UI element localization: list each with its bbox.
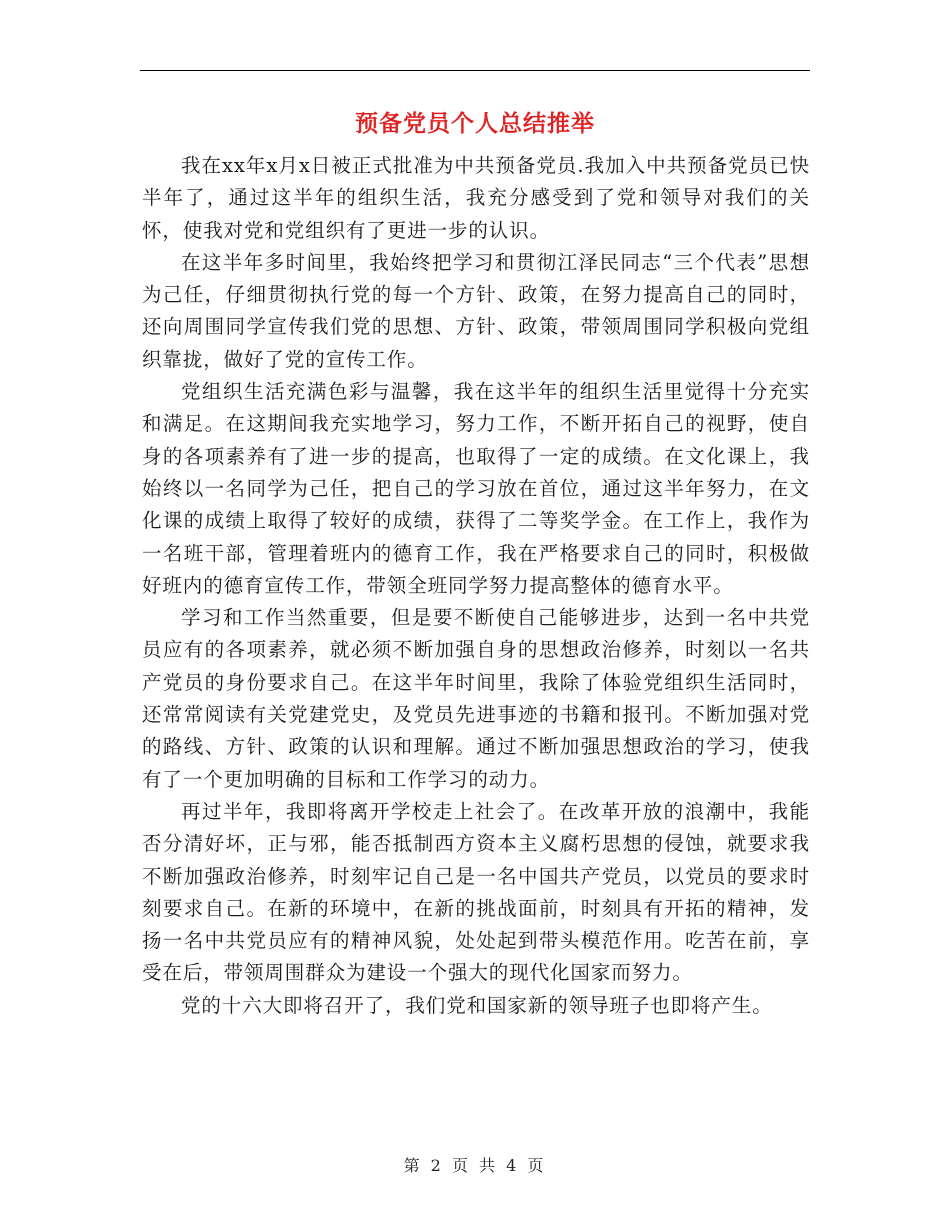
paragraph-1: 我在xx年x月x日被正式批准为中共预备党员.我加入中共预备党员已快半年了，通过这半年的组织生活，我充分感受到了党和领导对我们的关怀，使我对党和党组织有了更进一步的认识。 [142, 154, 810, 242]
paragraph-3: 党组织生活充满色彩与温馨，我在这半年的组织生活里觉得十分充实和满足。在这期间我充实地学习，努力工作，不断开拓自己的视野，使自身的各项素养有了进一步的提高，也取得了一定的成绩。在文化课上，我始终以一名同学为己任，把自己的学习放在首位，通过这半年努力，在文化课的成绩上取得了较好的成绩，获得了二等奖学金。在工作上，我作为一名班干部，管理着班内的德育工作，我在严格要求自己的同时，积极做好班内的德育宣传工作，带领全班同学努力提高整体的德育水平。 [142, 380, 810, 597]
document-body [142, 150, 810, 1022]
paragraph-2: 在这半年多时间里，我始终把学习和贯彻江泽民同志“三个代表”思想为己任，仔细贯彻执行党的每一个方针、政策，在努力提高自己的同时，还向周围同学宣传我们党的思想、方针、政策，带领周围同学积极向党组织靠拢，做好了党的宣传工作。 [142, 250, 810, 371]
page-number-footer: 第 2 页 共 4 页 [403, 1156, 547, 1175]
paragraph-6: 党的十六大即将召开了，我们党和国家新的领导班子也即将产生。 [181, 993, 773, 1017]
paragraph-5: 再过半年，我即将离开学校走上社会了。在改革开放的浪潮中，我能否分清好坏，正与邪，能否抵制西方资本主义腐朽思想的侵蚀，就要求我不断加强政治修养，时刻牢记自己是一名中国共产党员，以党员的要求时刻要求自己。在新的环境中，在新的挑战面前，时刻具有开拓的精神，发扬一名中共党员应有的精神风貌，处处起到带头模范作用。吃苦在前，享受在后，带领周围群众为建设一个强大的现代化国家而努力。 [142, 799, 810, 985]
document-title: 预备党员个人总结推举 [355, 110, 595, 137]
paragraph-4: 学习和工作当然重要，但是要不断使自己能够进步，达到一名中共党员应有的各项素养，就必须不断加强自身的思想政治修养，时刻以一名共产党员的身份要求自己。在这半年时间里，我除了体验党组织生活同时，还常常阅读有关党建党史，及党员先进事迹的书籍和报刊。不断加强对党的路线、方针、政策的认识和理解。通过不断加强思想政治的学习，使我有了一个更加明确的目标和工作学习的动力。 [142, 606, 810, 791]
header-rule [140, 70, 810, 71]
